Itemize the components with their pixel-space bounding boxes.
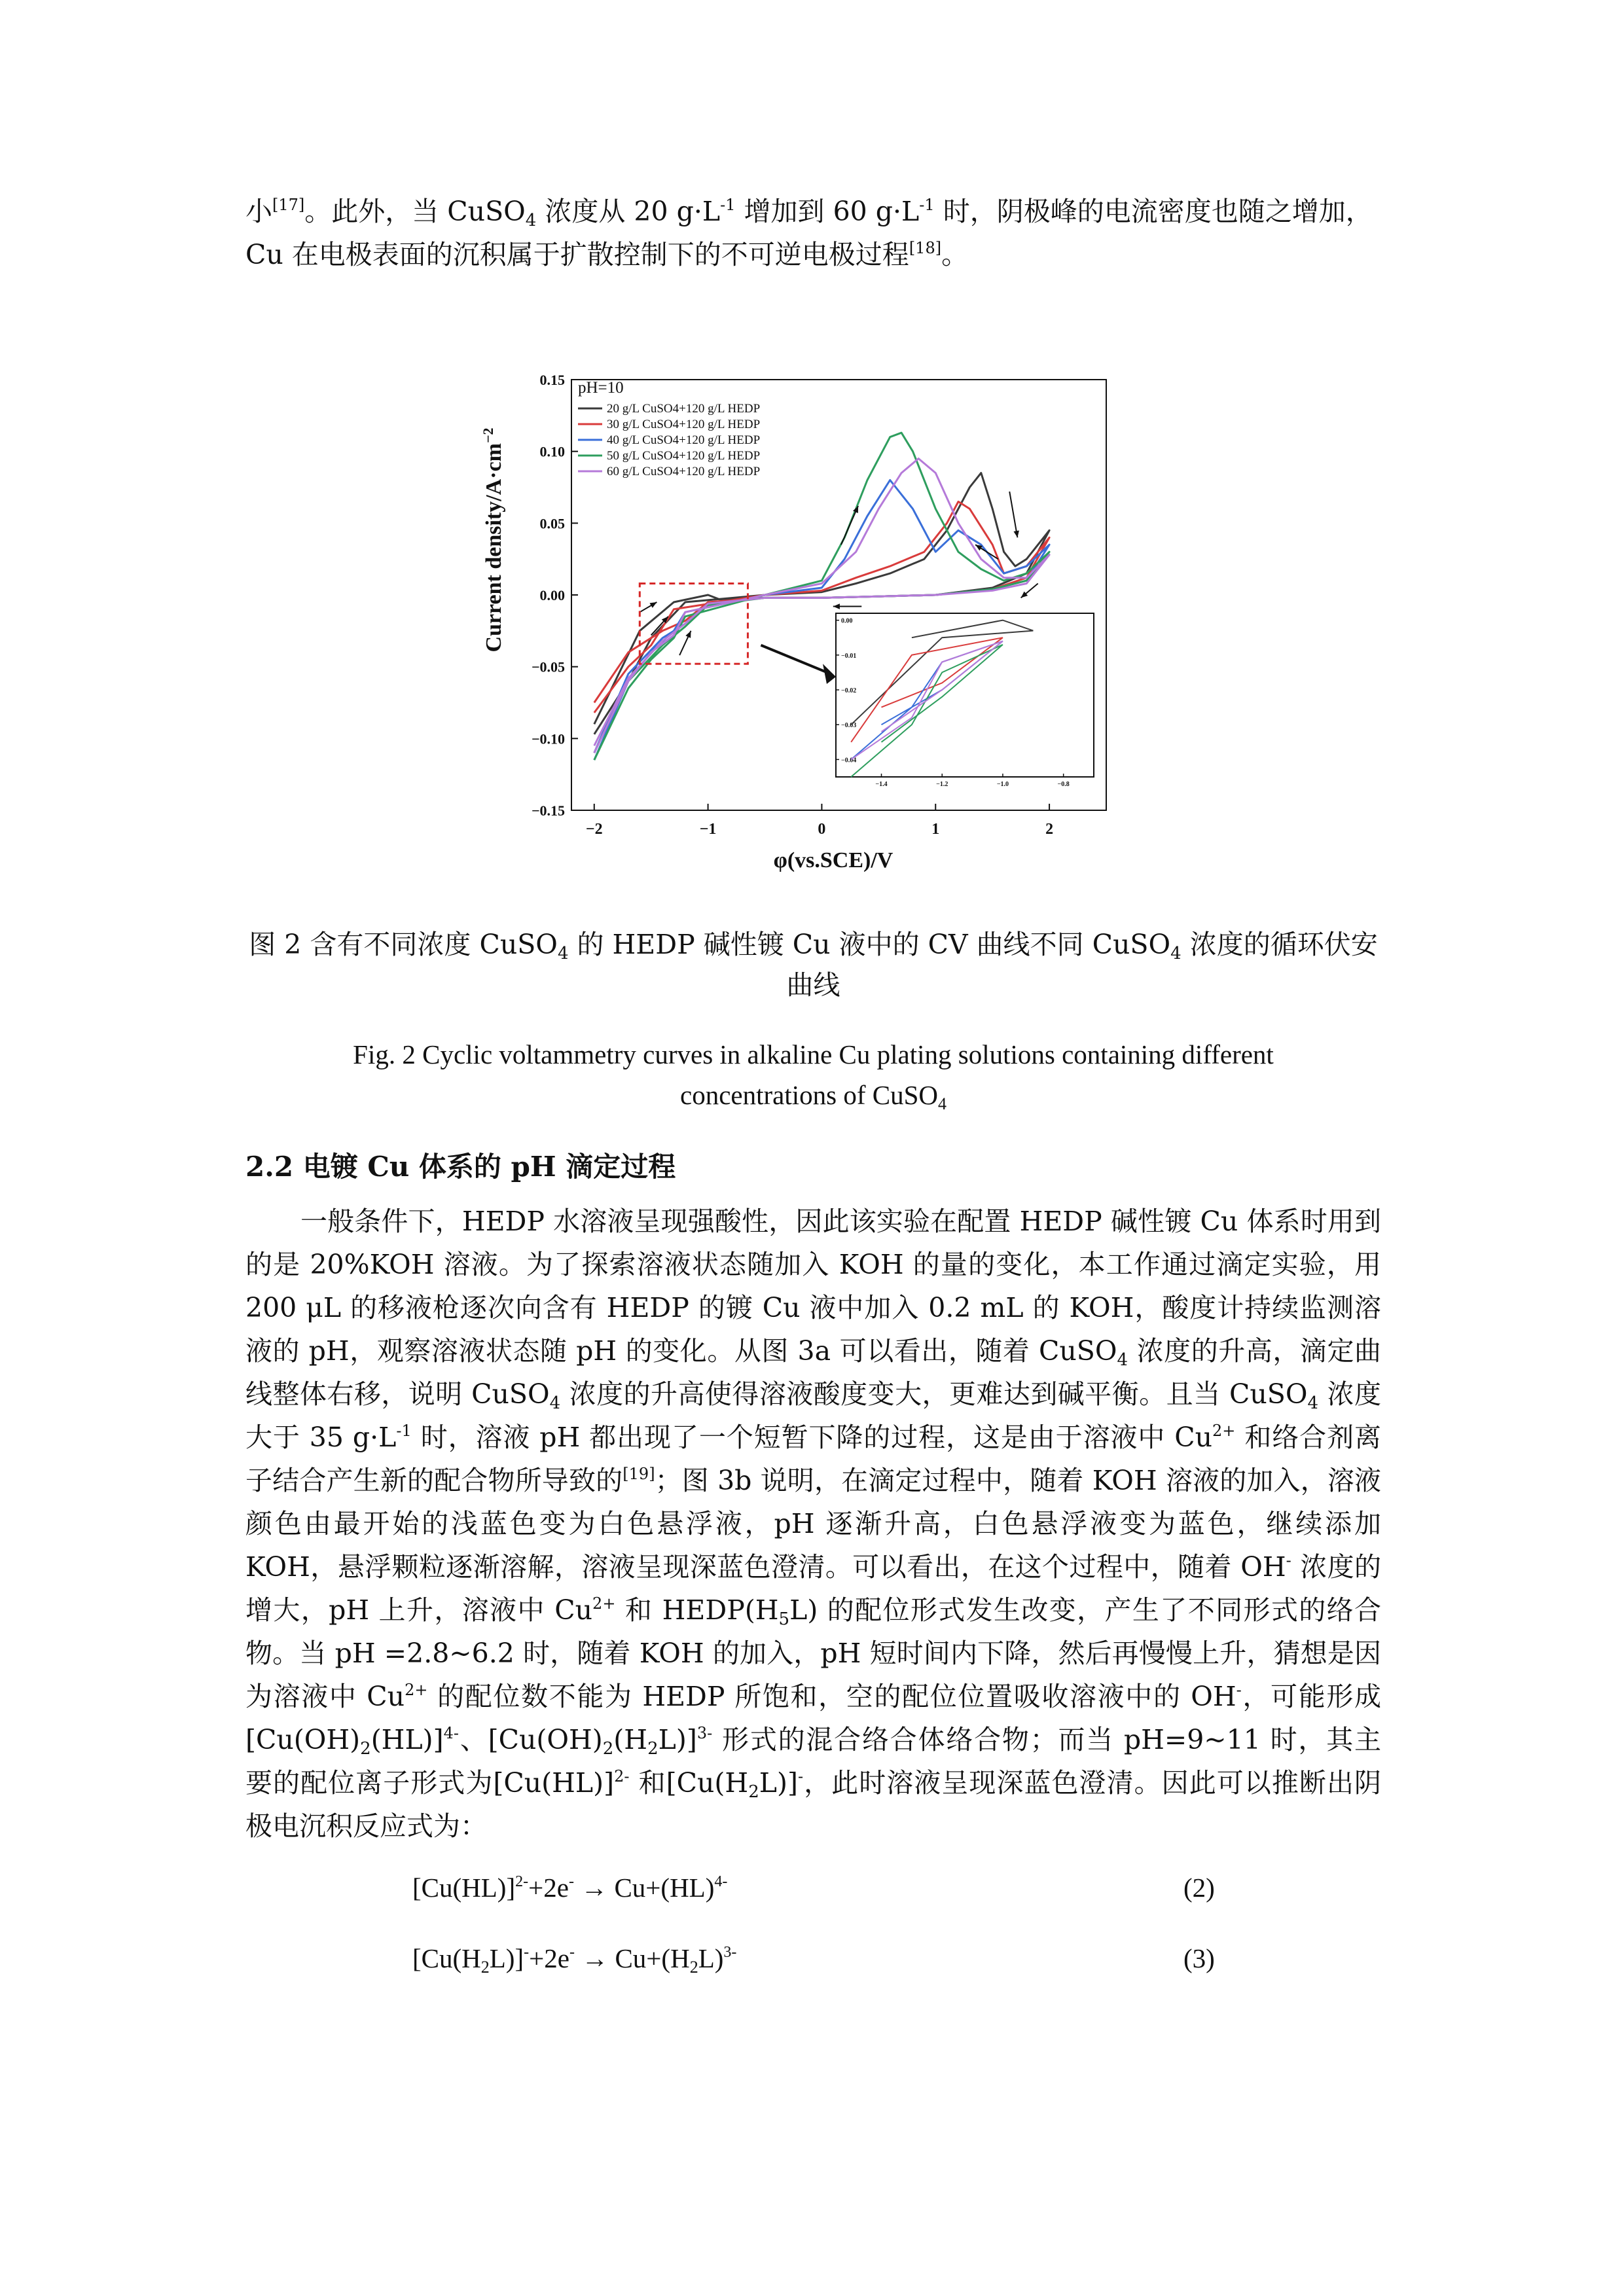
inset-y-tick-label: 0.00 [841, 617, 853, 625]
caption-cn-line-1: 图 2 含有不同浓度 CuSO$_4$ 的 HEDP 碱性镀 Cu 液中的 CV 曲线不同 CuSO$_4$ 浓度的循环伏安 [249, 929, 1378, 963]
y-tick-label: −0.05 [531, 658, 565, 675]
y-tick-label: 0.00 [539, 587, 565, 603]
legend-entry-2: 30 g/L CuSO4+120 g/L HEDP [607, 418, 761, 431]
legend-entry-4: 50 g/L CuSO4+120 g/L HEDP [607, 449, 761, 463]
direction-arrowhead [1013, 531, 1019, 538]
body-text: 一般条件下，HEDP 水溶液呈现强酸性，因此该实验在配置 HEDP 碱性镀 Cu 体系时用到的是 20%KOH 溶液。为了探索溶液状态随加入 KOH 的量的变化，本工作通过滴定实验，用 200 μL 的移液枪逐次向含有 HEDP 的镀 Cu 液中加入 0.2 mL 的 KOH，酸度计持续监测溶液的 pH，观察溶液状态随 pH 的变化。从图 3a 可以看出，随着 CuSO$_4$ 浓度的升高，滴定曲线整体右移，说明 CuSO$_4$ 浓度的升高使得溶液酸度变大，更难达到碱平衡。且当 CuSO$_4$ 浓度大于 35 $g\cdot L^{-1}$ 时，溶液 pH 都出现了一个短暂下降的过程，这是由于溶液中 $Cu^{2+}$ 和络合剂离子结合产生新的配合物所导致的[19]；图 3b 说明，在滴定过程中，随着 KOH 溶液的加入，溶液颜色由最开始的浅蓝色变为白色悬浮液，pH 逐渐升高，白色悬浮液变为蓝色，继续添加 KOH，悬浮颗粒逐渐溶解，溶液呈现深蓝色澄清。可以看出，在这个过程中，随着 OH- 浓度的增大，pH 上升，溶液中 $Cu^{2+}$ 和 $HEDP(H_5L)$ 的配位形式发生改变，产生了不同形式的络合物。当 pH =2.8~6.2 时，随着 KOH 的加入，pH 短时间内下降，然后再慢慢上升，猜想是因为溶液中 $Cu^{2+}$ 的配位数不能为 HEDP 所饱和，空的配位位置吸收溶液中的 OH-，可能形成$[Cu(OH)_2(HL)]^{4-}$、$[Cu(OH)_2(H_2L)]^{3-}$ 形式的混合络合体络合物；而当 pH=9~11 时，其主要的配位离子形式为$[Cu(HL)]^{2-}$ 和$[Cu(H_2L)]^-$，此时溶液呈现深蓝色澄清。因此可以推断出阴极电沉积反应式为： [245, 1206, 1382, 1842]
direction-arrowhead [833, 603, 840, 609]
inset-y-tick-label: −0.04 [841, 757, 857, 764]
equation-2: $[Cu(HL)]^{2-}+2e^- \to Cu+(HL)^{4-}$ [412, 1873, 728, 1903]
cv-chart [475, 360, 1136, 884]
inset-y-tick-label: −0.01 [841, 652, 857, 660]
x-tick-label: 2 [1045, 821, 1054, 838]
x-tick-label: 0 [818, 821, 826, 838]
inset-x-tick-label: −1.2 [936, 781, 948, 788]
legend-entry-5: 60 g/L CuSO4+120 g/L HEDP [607, 465, 761, 478]
zoom-pointer-arrow [761, 645, 831, 674]
legend-entry-3: 40 g/L CuSO4+120 g/L HEDP [607, 433, 761, 447]
inset-frame [836, 613, 1094, 777]
inset-x-tick-label: −1.0 [996, 781, 1009, 788]
y-tick-label: 0.05 [539, 515, 565, 532]
y-axis-label: Current density/$A\cdot cm^{-2}$ [480, 427, 506, 653]
direction-arrow [1009, 492, 1017, 537]
figure-caption-en [245, 1034, 1381, 1115]
equation-3-number: (3) [1183, 1943, 1215, 1973]
equation-3: $[Cu(H_2L)]^-+2e^- \to Cu+(H_2L)^{3-}$ [412, 1943, 737, 1977]
equation-2-number: (2) [1183, 1873, 1215, 1903]
x-axis-label: φ(vs.SCE)/V [773, 848, 893, 872]
figure-caption-cn [245, 924, 1381, 1005]
y-tick-label: 0.10 [539, 443, 565, 460]
inset-y-tick-label: −0.03 [841, 722, 857, 730]
y-tick-label: −0.10 [531, 730, 565, 747]
caption-en-line-2: concentrations of CuSO$_4$ [680, 1080, 947, 1113]
legend-entry-1: 20 g/L CuSO4+120 g/L HEDP [607, 402, 761, 416]
body-paragraph [245, 1200, 1381, 1848]
chart-annotation: pH=10 [578, 379, 624, 397]
intro-line-1: 小[17]。此外，当 CuSO$_4$ 浓度从 20 $g\cdot L^{-1}$ 增加到 60 $g\cdot L^{-1}$ 时，阴极峰的电流密度也随之增加， [245, 196, 1373, 230]
inset-x-tick-label: −1.4 [875, 781, 888, 788]
x-tick-label: 1 [931, 821, 940, 838]
inset-y-tick-label: −0.02 [841, 687, 857, 695]
x-tick-label: −2 [585, 821, 603, 838]
section-heading: 2.2 电镀 Cu 体系的 pH 滴定过程 [245, 1151, 676, 1183]
y-tick-label: −0.15 [531, 802, 565, 819]
x-tick-label: −1 [699, 821, 717, 838]
zoom-pointer-arrowhead [823, 664, 836, 684]
intro-line-2: Cu 在电极表面的沉积属于扩散控制下的不可逆电极过程[18]。 [245, 239, 969, 270]
caption-cn-line-2: 曲线 [786, 969, 840, 1001]
y-tick-label: 0.15 [539, 372, 565, 388]
caption-en-line-1: Fig. 2 Cyclic voltammetry curves in alkaline Cu plating solutions containing different [353, 1039, 1274, 1069]
intro-paragraph [245, 190, 1381, 276]
inset-x-tick-label: −0.8 [1057, 781, 1070, 788]
